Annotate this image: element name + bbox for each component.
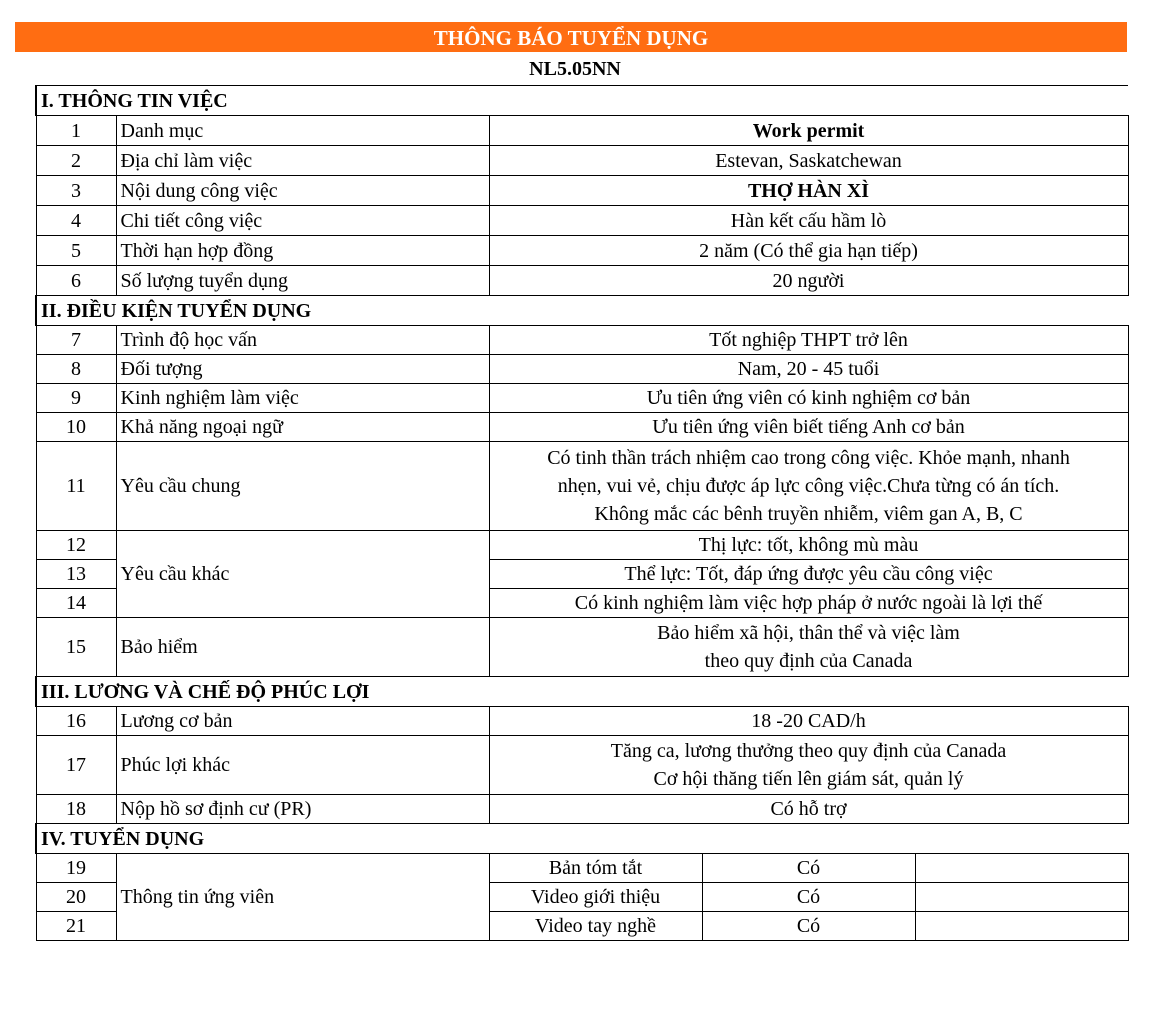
section-title: I. THÔNG TIN VIỆC	[36, 86, 1128, 116]
row-label: Số lượng tuyển dụng	[116, 266, 489, 296]
row-value: Thị lực: tốt, không mù màu	[489, 531, 1128, 560]
row-label: Nộp hồ sơ định cư (PR)	[116, 795, 489, 824]
row-number: 17	[36, 736, 116, 795]
table-row	[36, 707, 1128, 736]
section-header-requirements	[36, 296, 1128, 326]
candidate-item: Video giới thiệu	[489, 883, 702, 912]
table-row	[36, 442, 1128, 531]
row-value: Nam, 20 - 45 tuổi	[489, 355, 1128, 384]
row-number: 16	[36, 707, 116, 736]
row-number: 8	[36, 355, 116, 384]
row-label: Yêu cầu chung	[116, 442, 489, 531]
candidate-status: Có	[702, 912, 915, 941]
row-number: 3	[36, 176, 116, 206]
row-number: 20	[36, 883, 116, 912]
row-value-multiline	[489, 618, 1128, 677]
table-row	[36, 736, 1128, 795]
table-row	[36, 854, 1128, 883]
row-value: THỢ HÀN XÌ	[489, 176, 1128, 206]
row-value: Ưu tiên ứng viên biết tiếng Anh cơ bản	[489, 413, 1128, 442]
page-title-banner: THÔNG BÁO TUYỂN DỤNG	[15, 22, 1127, 52]
row-label: Bảo hiểm	[116, 618, 489, 677]
section-title: II. ĐIỀU KIỆN TUYỂN DỤNG	[36, 296, 1128, 326]
row-number: 4	[36, 206, 116, 236]
row-value: 2 năm (Có thể gia hạn tiếp)	[489, 236, 1128, 266]
row-value: Có kinh nghiệm làm việc hợp pháp ở nước ngoài là lợi thế	[489, 589, 1128, 618]
row-value: Ưu tiên ứng viên có kinh nghiệm cơ bản	[489, 384, 1128, 413]
table-row	[36, 618, 1128, 677]
job-code: NL5.05NN	[529, 58, 621, 80]
value-line: Tăng ca, lương thưởng theo quy định của Canada	[610, 740, 1007, 762]
row-value-multiline	[489, 736, 1128, 795]
table-row	[36, 266, 1128, 296]
candidate-status: Có	[702, 854, 915, 883]
section-header-salary-benefits	[36, 677, 1128, 707]
row-number: 18	[36, 795, 116, 824]
row-label: Phúc lợi khác	[116, 736, 489, 795]
row-label: Khả năng ngoại ngữ	[116, 413, 489, 442]
row-label: Thời hạn hợp đồng	[116, 236, 489, 266]
row-number: 19	[36, 854, 116, 883]
row-label: Danh mục	[116, 116, 489, 146]
row-value: Thể lực: Tốt, đáp ứng được yêu cầu công việc	[489, 560, 1128, 589]
table-row	[36, 355, 1128, 384]
table-row	[36, 384, 1128, 413]
candidate-item: Video tay nghề	[489, 912, 702, 941]
row-value: 18 -20 CAD/h	[489, 707, 1128, 736]
value-line: theo quy định của Canada	[704, 650, 913, 672]
row-number: 9	[36, 384, 116, 413]
candidate-item: Bản tóm tắt	[489, 854, 702, 883]
table-row	[36, 116, 1128, 146]
row-number: 7	[36, 326, 116, 355]
row-number: 14	[36, 589, 116, 618]
row-value: Có hỗ trợ	[489, 795, 1128, 824]
row-label: Chi tiết công việc	[116, 206, 489, 236]
table-row	[36, 176, 1128, 206]
row-value: Tốt nghiệp THPT trở lên	[489, 326, 1128, 355]
row-label: Nội dung công việc	[116, 176, 489, 206]
row-number: 11	[36, 442, 116, 531]
row-value: Hàn kết cấu hầm lò	[489, 206, 1128, 236]
row-label: Kinh nghiệm làm việc	[116, 384, 489, 413]
row-value: Estevan, Saskatchewan	[489, 146, 1128, 176]
table-row	[36, 146, 1128, 176]
row-number: 13	[36, 560, 116, 589]
value-line: Bảo hiểm xã hội, thân thể và việc làm	[657, 622, 960, 644]
row-number: 2	[36, 146, 116, 176]
empty-cell	[915, 912, 1128, 941]
empty-cell	[915, 883, 1128, 912]
empty-cell	[915, 854, 1128, 883]
table-row	[36, 206, 1128, 236]
row-label: Lương cơ bản	[116, 707, 489, 736]
table-row	[36, 326, 1128, 355]
table-row	[36, 413, 1128, 442]
section-title: IV. TUYỂN DỤNG	[36, 824, 1128, 854]
row-value: 20 người	[489, 266, 1128, 296]
section-header-job-info	[36, 86, 1128, 116]
row-number: 1	[36, 116, 116, 146]
row-number: 6	[36, 266, 116, 296]
row-value-multiline	[489, 442, 1128, 531]
row-number: 10	[36, 413, 116, 442]
job-posting-table	[35, 85, 1129, 941]
row-label: Trình độ học vấn	[116, 326, 489, 355]
row-number: 15	[36, 618, 116, 677]
row-label: Địa chỉ làm việc	[116, 146, 489, 176]
row-number: 5	[36, 236, 116, 266]
table-row	[36, 531, 1128, 560]
value-line: nhẹn, vui vẻ, chịu được áp lực công việc.Chưa từng có án tích.	[557, 475, 1060, 497]
table-row	[36, 795, 1128, 824]
candidate-status: Có	[702, 883, 915, 912]
section-title: III. LƯƠNG VÀ CHẾ ĐỘ PHÚC LỢI	[36, 677, 1128, 707]
row-label: Yêu cầu khác	[116, 531, 489, 618]
section-header-recruitment	[36, 824, 1128, 854]
value-line: Có tinh thần trách nhiệm cao trong công việc. Khỏe mạnh, nhanh	[547, 447, 1070, 469]
row-label: Thông tin ứng viên	[116, 854, 489, 941]
table-row	[36, 236, 1128, 266]
row-number: 21	[36, 912, 116, 941]
value-line: Không mắc các bênh truyền nhiễm, viêm gan A, B, C	[594, 503, 1023, 525]
value-line: Cơ hội thăng tiến lên giám sát, quản lý	[653, 768, 964, 790]
row-value: Work permit	[489, 116, 1128, 146]
row-number: 12	[36, 531, 116, 560]
row-label: Đối tượng	[116, 355, 489, 384]
